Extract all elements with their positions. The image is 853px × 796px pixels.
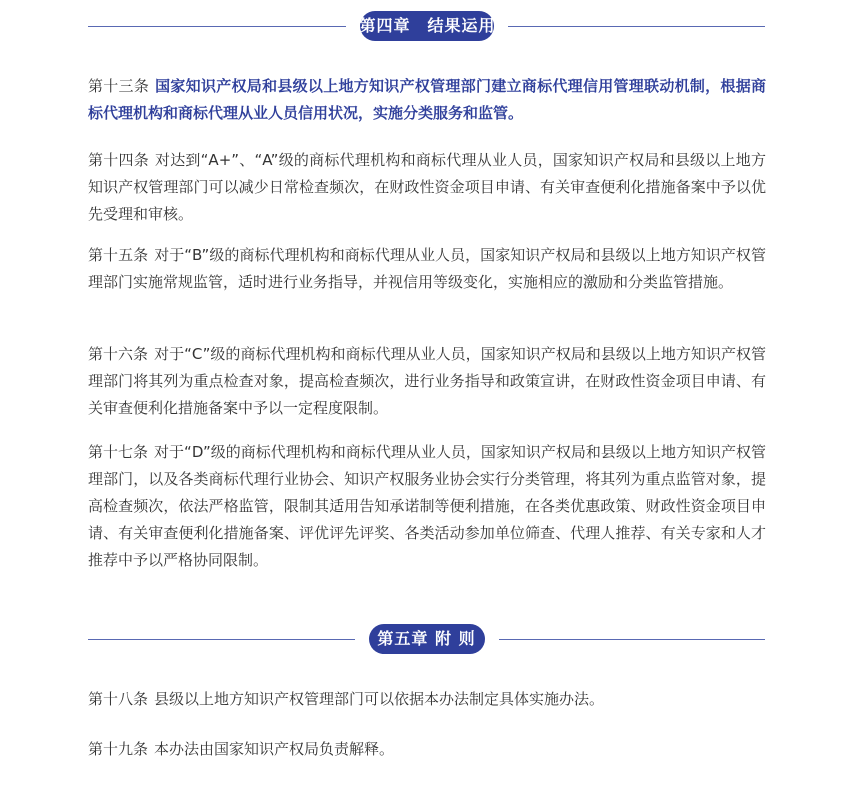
article-text: 对于“C”级的商标代理机构和商标代理从业人员，国家知识产权局和县级以上地方知识产权管理部门将其列为重点检查对象，提高检查频次，进行业务指导和政策宣讲，在财政性资金项目申请、有关审查便利化措施备案中予以一定程度限制。: [88, 345, 766, 417]
divider-right: [508, 26, 766, 27]
divider-left: [88, 26, 346, 27]
article-number: 第十五条: [88, 246, 149, 264]
article-number: 第十九条: [88, 740, 149, 758]
article-15: [88, 242, 766, 296]
article-19: [88, 736, 766, 763]
article-text: 国家知识产权局和县级以上地方知识产权管理部门建立商标代理信用管理联动机制，根据商标代理机构和商标代理从业人员信用状况，实施分类服务和监管。: [88, 77, 766, 122]
article-13: [88, 73, 766, 127]
article-text: 对于“D”级的商标代理机构和商标代理从业人员，国家知识产权局和县级以上地方知识产权管理部门，以及各类商标代理行业协会、知识产权服务业协会实行分类管理，将其列为重点监管对象，提高检查频次，依法严格监管，限制其适用告知承诺制等便利措施，在各类优惠政策、财政性资金项目申请、有关审查便利化措施备案、评优评先评奖、各类活动参加单位筛查、代理人推荐、有关专家和人才推荐中予以严格协同限制。: [88, 443, 766, 569]
article-16: [88, 341, 766, 422]
divider-left: [88, 639, 355, 640]
chapter-4-title: 第四章 结果运用: [360, 11, 494, 41]
article-number: 第十三条: [88, 77, 150, 95]
chapter-4-header: [88, 11, 765, 41]
article-17: [88, 439, 766, 574]
article-number: 第十八条: [88, 690, 149, 708]
article-number: 第十七条: [88, 443, 149, 461]
chapter-5-title: 第五章 附 则: [369, 624, 485, 654]
article-text: 县级以上地方知识产权管理部门可以依据本办法制定具体实施办法。: [154, 690, 605, 708]
article-text: 对于“B”级的商标代理机构和商标代理从业人员，国家知识产权局和县级以上地方知识产权管理部门实施常规监管，适时进行业务指导，并视信用等级变化，实施相应的激励和分类监管措施。: [88, 246, 766, 291]
article-number: 第十四条: [88, 151, 149, 169]
article-18: [88, 686, 766, 713]
article-text: 对达到“A+”、“A”级的商标代理机构和商标代理从业人员，国家知识产权局和县级以上地方知识产权管理部门可以减少日常检查频次，在财政性资金项目申请、有关审查便利化措施备案中予以优先受理和审核。: [88, 151, 766, 223]
article-number: 第十六条: [88, 345, 149, 363]
chapter-5-header: [88, 624, 765, 654]
article-14: [88, 147, 766, 228]
article-text: 本办法由国家知识产权局负责解释。: [154, 740, 395, 758]
divider-right: [499, 639, 766, 640]
